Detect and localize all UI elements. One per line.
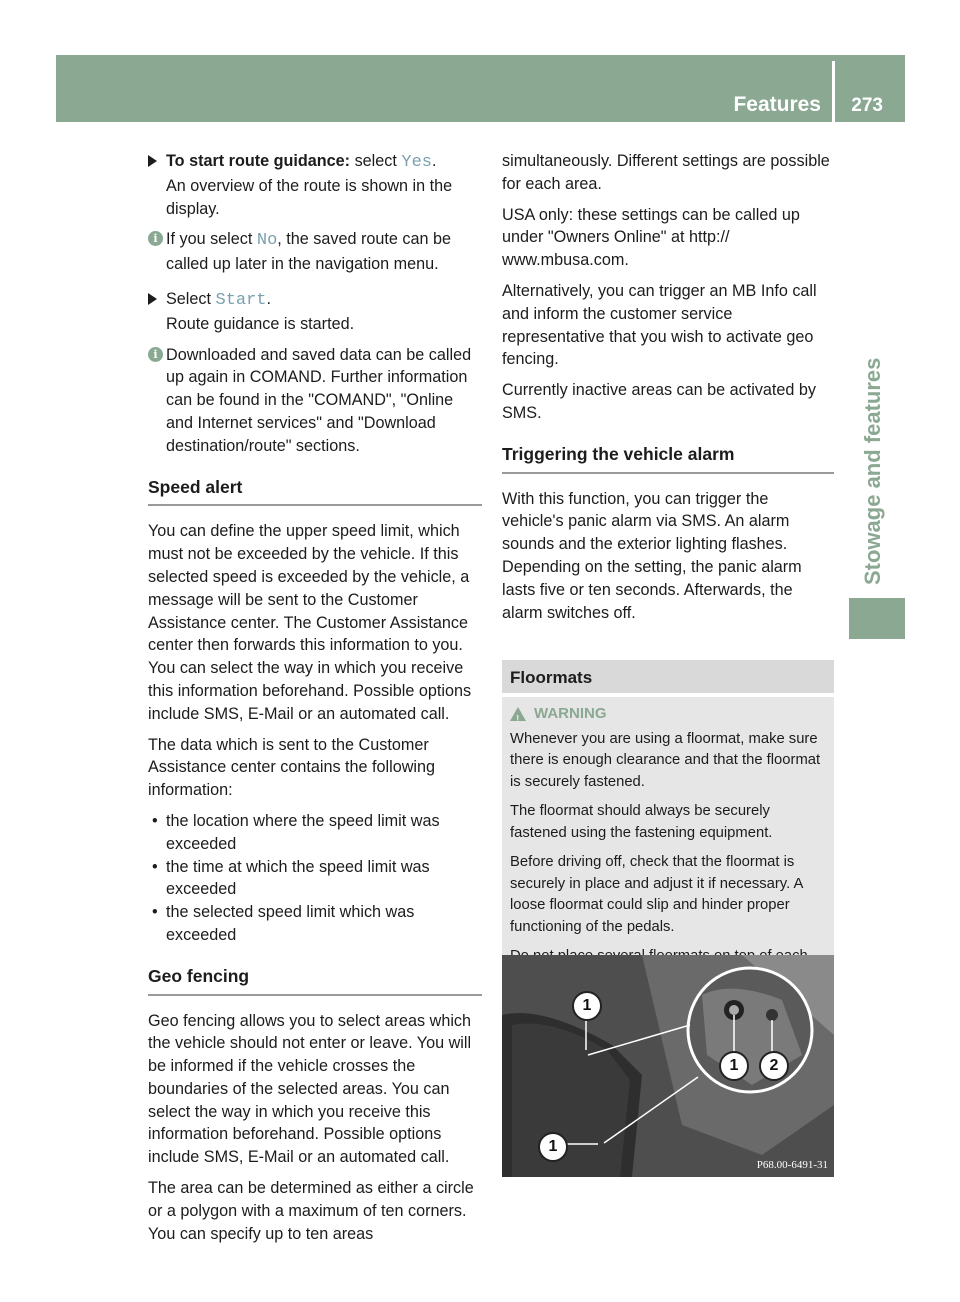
list-item: • the selected speed limit which was exceeded [148, 901, 482, 947]
ui-no: No [256, 231, 278, 251]
side-tab-marker [849, 598, 905, 639]
page-number: 273 [851, 95, 883, 116]
list-item: • the time at which the speed limit was exceeded [148, 856, 482, 902]
geo-paragraph-5: Alternatively, you can trigger an MB Info call and inform the customer service representative that you wish to activate geo fencing. [502, 281, 817, 369]
heading-geo-fencing: Geo fencing [148, 965, 482, 996]
warning-paragraph: Whenever you are using a floormat, make sure there is enough clearance and that the floormat is securely fastened. [510, 730, 821, 790]
callout-1-bottom: 1 [538, 1132, 568, 1162]
ui-start: Start [215, 290, 267, 310]
info-note-downloaded-data [148, 344, 482, 458]
step-result: Route guidance is started. [166, 314, 355, 333]
info-text: Downloaded and saved data can be called up again in COMAND. Further information can be found in the "COMAND", "Online and Internet services" and "Download destination/route" sections. [166, 345, 472, 455]
side-tab-label: Stowage and features [860, 357, 885, 585]
list-item: • the location where the speed limit was exceeded [148, 810, 482, 856]
speed-alert-paragraph-2: The data which is sent to the Customer Assistance center contains the following information: [148, 735, 436, 800]
warning-paragraph: The floormat should always be securely fastened using the fastening equipment. [510, 803, 773, 841]
info-icon: i [148, 347, 163, 362]
callout-2-knob: 2 [759, 1051, 789, 1081]
alarm-paragraph: With this function, you can trigger the vehicle's panic alarm via SMS. An alarm sounds and the exterior lighting flashes. Depending on the setting, the panic alarm lasts five or ten seconds. Afterwards, the alarm switches off. [502, 489, 802, 622]
step-punct: . [431, 152, 437, 170]
step-text: Select [166, 289, 216, 308]
info-text-pre: If you select [166, 230, 257, 249]
info-text-post: , the saved route can be called up later in the navigation menu. [166, 230, 451, 274]
warning-triangle-icon [510, 707, 526, 721]
warning-paragraph: Before driving off, check that the floormat is securely in place and adjust it if necessary. A loose floormat could slip and hinder proper functioning of the pedals. [510, 854, 803, 935]
speed-alert-paragraph-1: You can define the upper speed limit, which must not be exceeded by the vehicle. If this selected speed is exceeded by the vehicle, a message will be sent to the Customer Assistance center. The Customer Assistance center then forwards this information to you. You can select the way in which you receive this information beforehand. Possible options include SMS, E-Mail or an automated call. [148, 522, 472, 723]
ui-yes: Yes [401, 153, 432, 172]
callout-1-top: 1 [572, 991, 602, 1021]
geo-paragraph-6: Currently inactive areas can be activated by SMS. [502, 381, 817, 422]
step-arrow-icon [148, 293, 157, 305]
page-header [56, 55, 905, 122]
speed-alert-bullet-list [148, 810, 482, 947]
info-note-saved-route [148, 228, 482, 276]
geo-paragraph-2: The area can be determined as either a circle or a polygon with a maximum of ten corners. You can specify up to ten areas [148, 1179, 474, 1243]
info-icon: i [148, 231, 163, 246]
geo-paragraph-4: USA only: these settings can be called up under "Owners Online" at http:// www.mbusa.com. [502, 205, 800, 270]
floormat-figure [502, 955, 834, 1177]
callout-1-knob: 1 [719, 1051, 749, 1081]
step-result: An overview of the route is shown in the display. [166, 176, 453, 218]
step-lead: To start route guidance: [166, 152, 351, 170]
warning-header [510, 703, 826, 725]
header-divider [832, 61, 835, 122]
heading-vehicle-alarm: Triggering the vehicle alarm [502, 443, 834, 474]
warning-label: WARNING [534, 705, 607, 723]
geo-paragraph-3: simultaneously. Different settings are possible for each area. [502, 152, 830, 193]
warning-box [502, 697, 834, 997]
figure-code: P68.00-6491-31 [756, 1159, 828, 1171]
side-tab [845, 310, 905, 590]
heading-speed-alert: Speed alert [148, 476, 482, 507]
right-column [502, 150, 834, 997]
step-arrow-icon [148, 155, 157, 167]
geo-paragraph-1: Geo fencing allows you to select areas which the vehicle should not enter or leave. You will be informed if the vehicle crosses the boundaries of the selected areas. You can select the way in which you receive this information beforehand. Possible options include SMS, E-Mail or an automated call. [148, 1011, 472, 1167]
step-text: select [350, 152, 402, 170]
step-punct: . [266, 289, 272, 308]
step-start-route [148, 150, 482, 220]
step-select-start [148, 288, 482, 336]
section-floormats: Floormats [502, 660, 834, 693]
left-column [148, 150, 482, 1253]
chapter-title: Features [733, 93, 821, 116]
